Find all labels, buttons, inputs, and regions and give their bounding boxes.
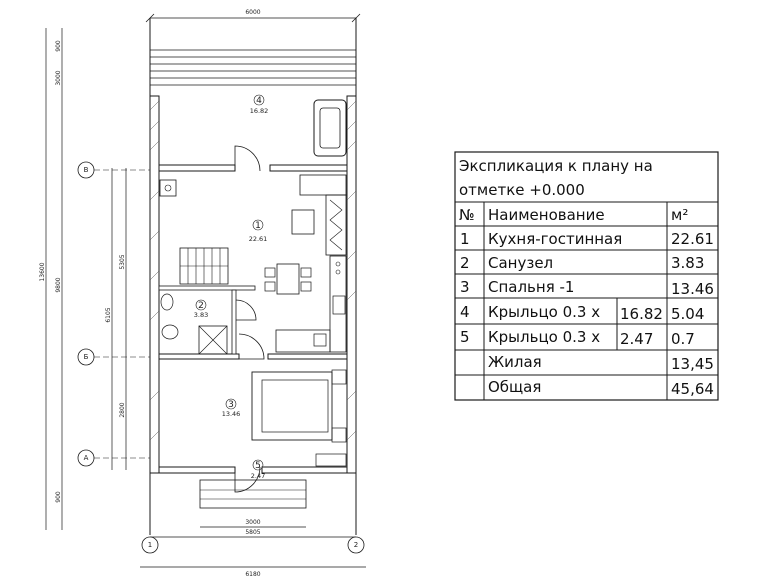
room-number-1: 1 bbox=[255, 221, 261, 231]
table-row-no: 2 bbox=[460, 254, 470, 272]
table-row-name: Санузел bbox=[488, 254, 554, 272]
room-number-2: 2 bbox=[198, 301, 204, 311]
table-row-no: 1 bbox=[460, 230, 470, 248]
room-number-4: 4 bbox=[256, 96, 262, 106]
dim-bottom-stair: 3000 bbox=[245, 519, 261, 526]
room-area-3: 13.46 bbox=[221, 410, 241, 418]
axis-col-2: 2 bbox=[353, 541, 359, 549]
furniture bbox=[160, 100, 346, 466]
room-number-5: 5 bbox=[255, 461, 261, 471]
table-living-label: Жилая bbox=[488, 353, 542, 371]
table-row-value: 0.7 bbox=[671, 330, 695, 348]
table-row-calc: 16.82 bbox=[620, 305, 663, 323]
dim-inner-lower: 2800 bbox=[119, 402, 126, 418]
table-row-no: 5 bbox=[460, 328, 470, 346]
table-title-line1: Экспликация к плану на bbox=[459, 157, 653, 175]
table-living-value: 13,45 bbox=[671, 355, 714, 373]
dim-left-top-1: 900 bbox=[55, 40, 62, 52]
explication-table bbox=[455, 152, 718, 400]
table-row-no: 3 bbox=[460, 278, 470, 296]
room-number-3: 3 bbox=[228, 400, 234, 410]
room-area-2: 3.83 bbox=[193, 311, 209, 319]
table-row-name: Спальня -1 bbox=[488, 278, 575, 296]
table-total-value: 45,64 bbox=[671, 380, 714, 398]
room-area-4: 16.82 bbox=[249, 107, 269, 115]
dim-bottom-total: 6180 bbox=[245, 571, 261, 578]
table-row-name: Крыльцо 0.3 х bbox=[488, 328, 601, 346]
table-row-calc: 2.47 bbox=[620, 330, 654, 348]
dim-left-total: 13600 bbox=[39, 262, 46, 282]
table-head-name: Наименование bbox=[488, 206, 605, 224]
table-title-line2: отметке +0.000 bbox=[459, 181, 585, 199]
dim-left-inner: 9800 bbox=[55, 277, 62, 293]
table-row-value: 22.61 bbox=[671, 230, 714, 248]
table-head-unit: м² bbox=[671, 206, 689, 224]
table-row-name: Кухня-гостинная bbox=[488, 230, 623, 248]
dim-left-top-2: 3000 bbox=[55, 70, 62, 86]
axis-row-b: Б bbox=[83, 353, 89, 361]
table-row-name: Крыльцо 0.3 х bbox=[488, 303, 601, 321]
table-row-value: 13.46 bbox=[671, 280, 714, 298]
table-row-value: 3.83 bbox=[671, 254, 705, 272]
upper-porch bbox=[150, 18, 356, 96]
dim-bottom-span: 5805 bbox=[245, 529, 261, 536]
axis-row-v: В bbox=[83, 166, 89, 174]
dim-inner-upper: 5305 bbox=[119, 254, 126, 270]
dim-top-width: 6000 bbox=[245, 9, 261, 16]
bottom-dimensions bbox=[140, 519, 366, 578]
axis-col-1: 1 bbox=[147, 541, 153, 549]
room-area-5: 2.47 bbox=[250, 472, 266, 480]
room-area-1: 22.61 bbox=[248, 235, 268, 243]
table-row-no: 4 bbox=[460, 303, 470, 321]
axis-row-a: А bbox=[83, 454, 89, 462]
table-head-no: № bbox=[459, 206, 475, 224]
table-row-value: 5.04 bbox=[671, 305, 705, 323]
house-walls bbox=[150, 96, 356, 473]
dim-left-bottom: 900 bbox=[55, 491, 62, 503]
top-dimension bbox=[146, 9, 360, 22]
table-total-label: Общая bbox=[488, 378, 542, 396]
dim-inner-middle: 6105 bbox=[105, 307, 112, 323]
